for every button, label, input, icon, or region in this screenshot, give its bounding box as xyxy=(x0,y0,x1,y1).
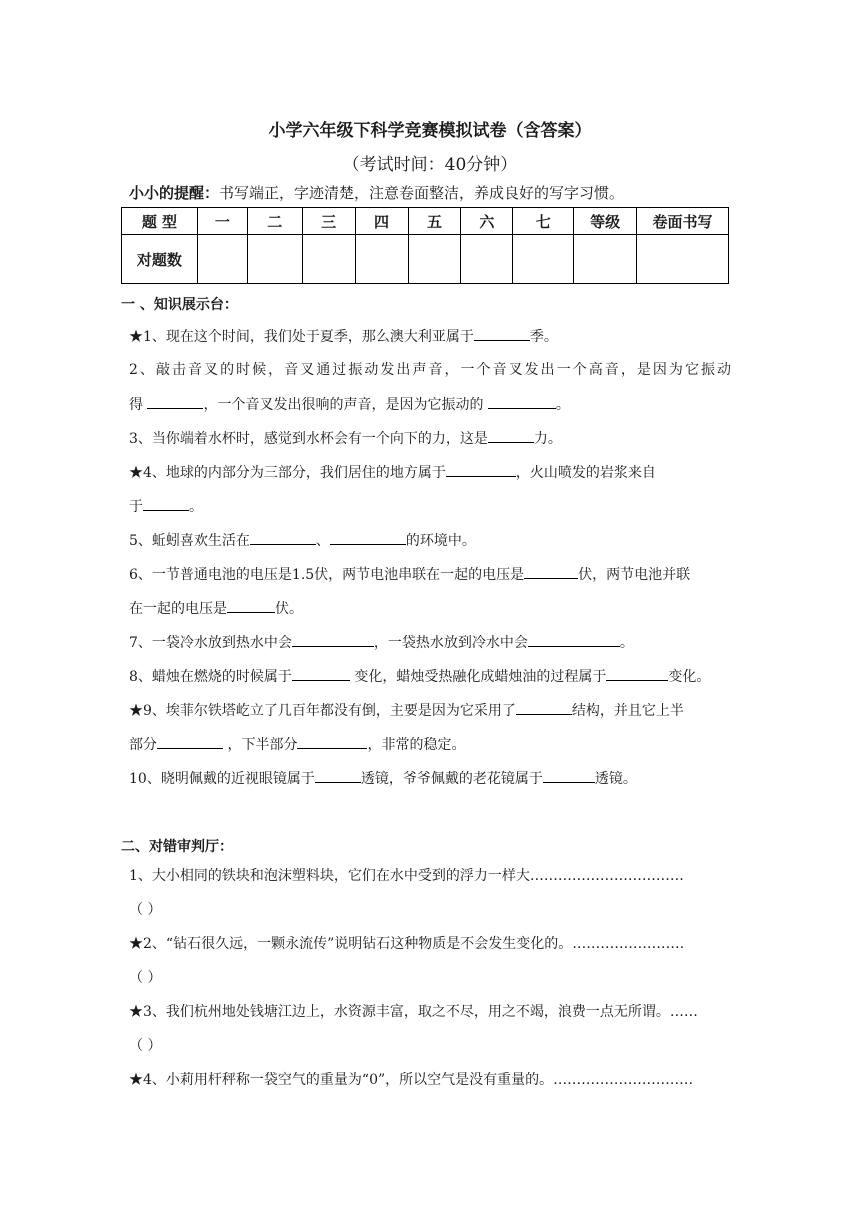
question-8: 8、蜡烛在燃烧的时候属于 变化，蜡烛受热融化成蜡烛油的过程属于 变化。 xyxy=(129,666,731,687)
answer-blank[interactable] xyxy=(524,564,578,579)
score-cell[interactable] xyxy=(513,235,574,284)
header-cell: 七 xyxy=(513,208,574,235)
question-4-line2: 于 。 xyxy=(129,496,731,517)
answer-blank[interactable] xyxy=(528,632,620,647)
reminder-text: 书写端正，字迹清楚，注意卷面整洁，养成良好的写字习惯。 xyxy=(219,184,625,202)
answer-blank[interactable] xyxy=(227,598,275,613)
leader-dots: …………………… xyxy=(572,936,685,952)
score-cell[interactable] xyxy=(355,235,408,284)
reminder-lead: 小小的提醒： xyxy=(129,184,220,202)
answer-blank[interactable] xyxy=(488,428,534,443)
question-1: ★1、现在这个时间，我们处于夏季，那么澳大利亚属于 季。 xyxy=(129,326,731,347)
score-table-row xyxy=(122,235,729,284)
tf-answer-1[interactable]: （ ） xyxy=(129,902,162,918)
answer-blank[interactable] xyxy=(330,530,406,545)
tf-question-2: ★2、“钻石很久远，一颗永流传”说明钻石这种物质是不会发生变化的。…………………… xyxy=(129,936,685,952)
question-2-line1: 2、敲击音叉的时候，音叉通过振动发出声音，一个音叉发出一个高音，是因为它振动 xyxy=(129,362,731,378)
page-title: 小学六年级下科学竞赛模拟试卷（含答案） xyxy=(268,121,592,141)
answer-blank[interactable] xyxy=(147,394,203,409)
question-9-line1: ★9、埃菲尔铁塔屹立了几百年都没有倒，主要是因为它采用了 结构，并且它上半 xyxy=(129,700,731,721)
score-cell[interactable] xyxy=(461,235,513,284)
answer-blank[interactable] xyxy=(297,734,367,749)
answer-blank[interactable] xyxy=(292,666,350,681)
answer-blank[interactable] xyxy=(292,632,374,647)
section-title: 二、对错审判厅： xyxy=(121,839,233,855)
answer-blank[interactable] xyxy=(488,394,556,409)
tf-answer-3[interactable]: （ ） xyxy=(129,1038,162,1054)
header-cell: 三 xyxy=(302,208,355,235)
score-table-header-row xyxy=(122,208,729,235)
header-cell: 题 型 xyxy=(122,208,198,235)
score-table xyxy=(121,207,729,284)
header-cell: 六 xyxy=(461,208,513,235)
question-4-line1: ★4、地球的内部分为三部分，我们居住的地方属于 ，火山喷发的岩浆来自 xyxy=(129,462,731,483)
leader-dots: …… xyxy=(669,1004,698,1020)
header-cell: 四 xyxy=(355,208,408,235)
leader-dots: ………………………… xyxy=(553,1072,694,1088)
header-cell: 一 xyxy=(197,208,247,235)
header-cell: 卷面书写 xyxy=(637,208,729,235)
score-cell[interactable] xyxy=(408,235,461,284)
answer-blank[interactable] xyxy=(474,326,530,341)
section-title: 一 、知识展示台： xyxy=(121,297,238,313)
answer-blank[interactable] xyxy=(543,768,595,783)
score-cell[interactable] xyxy=(197,235,247,284)
answer-blank[interactable] xyxy=(143,496,189,511)
tf-question-4: ★4、小莉用杆秤称一袋空气的重量为“0”，所以空气是没有重量的。………………………… xyxy=(129,1072,694,1088)
tf-question-1: 1、大小相同的铁块和泡沫塑料块，它们在水中受到的浮力一样大…………………………… xyxy=(129,868,684,884)
question-6-line2: 在一起的电压是 伏。 xyxy=(129,598,731,619)
header-cell: 二 xyxy=(247,208,302,235)
question-2-line2: 得 ，一个音叉发出很响的声音，是因为它振动的 。 xyxy=(129,394,731,415)
header-cell: 等级 xyxy=(574,208,637,235)
question-7: 7、一袋冷水放到热水中会 ，一袋热水放到冷水中会 。 xyxy=(129,632,731,653)
question-6-line1: 6、一节普通电池的电压是1.5伏，两节电池串联在一起的电压是 伏，两节电池并联 xyxy=(129,564,731,585)
tf-question-3: ★3、我们杭州地处钱塘江边上，水资源丰富，取之不尽，用之不竭，浪费一点无所谓。…… xyxy=(129,1004,698,1020)
question-3: 3、当你端着水杯时，感觉到水杯会有一个向下的力，这是 力。 xyxy=(129,428,731,449)
leader-dots: …………………………… xyxy=(529,868,684,884)
score-cell[interactable] xyxy=(247,235,302,284)
question-5: 5、蚯蚓喜欢生活在 、 的环境中。 xyxy=(129,530,731,551)
tf-answer-2[interactable]: （ ） xyxy=(129,970,162,986)
answer-blank[interactable] xyxy=(157,734,223,749)
answer-blank[interactable] xyxy=(606,666,668,681)
answer-blank[interactable] xyxy=(250,530,316,545)
question-9-line2: 部分 ，下半部分 ，非常的稳定。 xyxy=(129,734,731,755)
score-cell[interactable] xyxy=(637,235,729,284)
row-label: 对题数 xyxy=(122,235,198,284)
score-cell[interactable] xyxy=(302,235,355,284)
answer-blank[interactable] xyxy=(446,462,516,477)
reminder xyxy=(129,182,624,203)
answer-blank[interactable] xyxy=(315,768,361,783)
answer-blank[interactable] xyxy=(516,700,572,715)
score-cell[interactable] xyxy=(574,235,637,284)
exam-time: （考试时间：40分钟） xyxy=(342,155,518,175)
question-10: 10、晓明佩戴的近视眼镜属于 透镜，爷爷佩戴的老花镜属于 透镜。 xyxy=(129,768,731,789)
header-cell: 五 xyxy=(408,208,461,235)
